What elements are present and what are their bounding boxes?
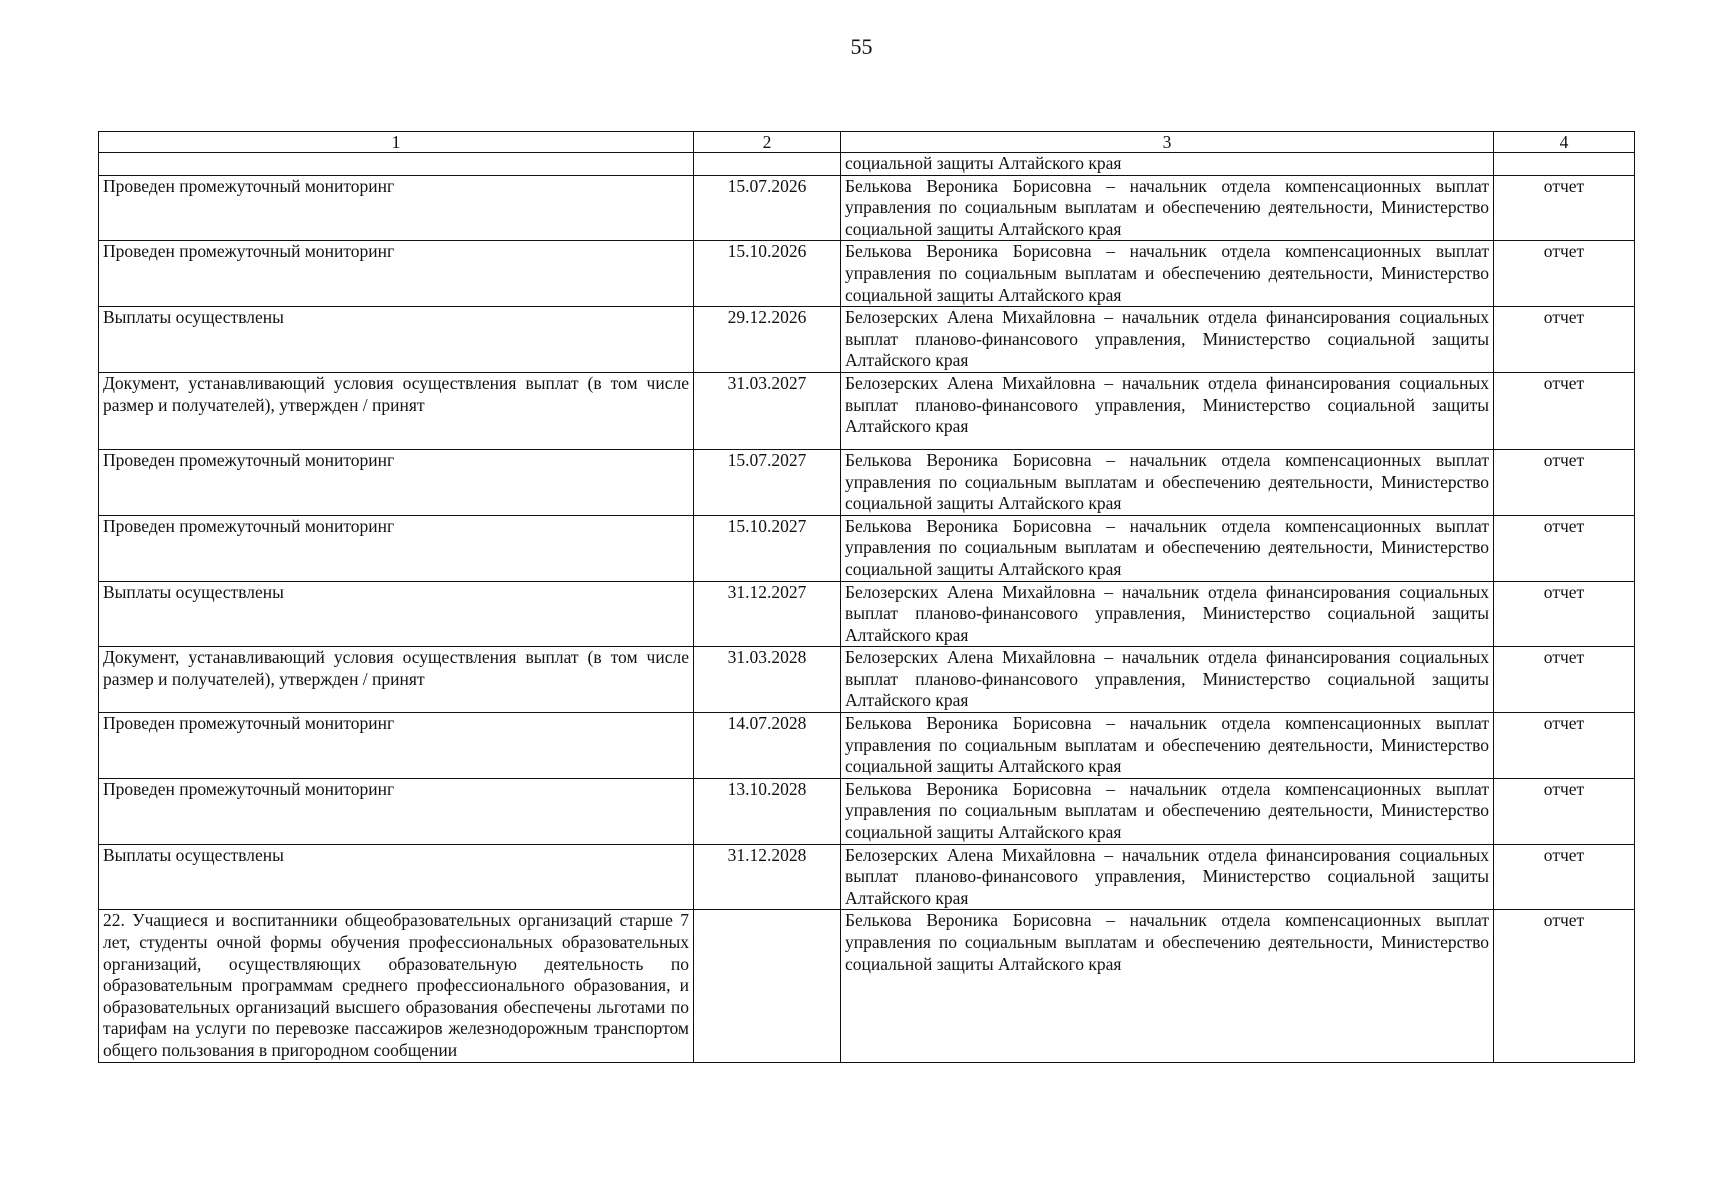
responsible-cell: Белькова Вероника Борисовна – начальник отдела компенсационных выплат управления по социальным выплатам и обеспечению деятельности, Министерство социальной защиты Алтайского края [841,713,1494,779]
table-row [99,515,1635,581]
document-type-cell: отчет [1494,778,1635,844]
document-type-cell: отчет [1494,844,1635,910]
table-row [99,581,1635,647]
result-cell: 22. Учащиеся и воспитанники общеобразовательных организаций старше 7 лет, студенты очной формы обучения профессиональных образовательных организаций, осуществляющих образовательную деятельность по образовательным программам среднего профессионального образования, и образовательных организаций высшего образования обеспечены льготами по тарифам на услуги по перевозке пассажиров железнодорожным транспортом общего пользования в пригородном сообщении [99,910,694,1062]
responsible-cell: Белькова Вероника Борисовна – начальник отдела компенсационных выплат управления по социальным выплатам и обеспечению деятельности, Министерство социальной защиты Алтайского края [841,449,1494,515]
document-type-cell: отчет [1494,175,1635,241]
document-type-cell: отчет [1494,515,1635,581]
date-cell [694,910,841,1062]
table-row [99,844,1635,910]
document-type-cell [1494,153,1635,176]
result-cell: Проведен промежуточный мониторинг [99,175,694,241]
responsible-cell: Белькова Вероника Борисовна – начальник отдела компенсационных выплат управления по социальным выплатам и обеспечению деятельности, Министерство социальной защиты Алтайского края [841,910,1494,1062]
page-number: 55 [850,34,873,59]
date-cell: 15.10.2026 [694,241,841,307]
responsible-cell: Белькова Вероника Борисовна – начальник отдела компенсационных выплат управления по социальным выплатам и обеспечению деятельности, Министерство социальной защиты Алтайского края [841,515,1494,581]
document-type-cell: отчет [1494,647,1635,713]
result-cell: Документ, устанавливающий условия осуществления выплат (в том числе размер и получателей), утвержден / принят [99,647,694,713]
document-type-cell: отчет [1494,372,1635,449]
document-type-cell: отчет [1494,910,1635,1062]
responsible-cell: Белозерских Алена Михайловна – начальник отдела финансирования социальных выплат планово-финансового управления, Министерство социальной защиты Алтайского края [841,844,1494,910]
result-cell: Проведен промежуточный мониторинг [99,241,694,307]
date-cell: 31.03.2028 [694,647,841,713]
table-row [99,372,1635,449]
table-row [99,910,1635,1062]
date-cell: 29.12.2026 [694,307,841,373]
column-header: 4 [1494,132,1635,153]
table-row [99,713,1635,779]
date-cell: 15.07.2027 [694,449,841,515]
responsible-cell: Белозерских Алена Михайловна – начальник отдела финансирования социальных выплат планово-финансового управления, Министерство социальной защиты Алтайского края [841,581,1494,647]
responsible-cell: социальной защиты Алтайского края [841,153,1494,176]
date-cell: 15.07.2026 [694,175,841,241]
date-cell: 15.10.2027 [694,515,841,581]
table-row [99,175,1635,241]
responsible-cell: Белозерских Алена Михайловна – начальник отдела финансирования социальных выплат планово-финансового управления, Министерство социальной защиты Алтайского края [841,307,1494,373]
result-cell: Выплаты осуществлены [99,844,694,910]
document-type-cell: отчет [1494,581,1635,647]
document-table [98,131,1635,1063]
document-type-cell: отчет [1494,241,1635,307]
document-type-cell: отчет [1494,307,1635,373]
result-cell: Документ, устанавливающий условия осуществления выплат (в том числе размер и получателей), утвержден / принят [99,372,694,449]
column-header: 1 [99,132,694,153]
table-header-row [99,132,1635,153]
responsible-cell: Белькова Вероника Борисовна – начальник отдела компенсационных выплат управления по социальным выплатам и обеспечению деятельности, Министерство социальной защиты Алтайского края [841,241,1494,307]
result-cell: Выплаты осуществлены [99,581,694,647]
date-cell [694,153,841,176]
table-row [99,307,1635,373]
result-cell: Проведен промежуточный мониторинг [99,449,694,515]
table-row [99,778,1635,844]
responsible-cell: Белькова Вероника Борисовна – начальник отдела компенсационных выплат управления по социальным выплатам и обеспечению деятельности, Министерство социальной защиты Алтайского края [841,175,1494,241]
date-cell: 31.03.2027 [694,372,841,449]
result-cell [99,153,694,176]
responsible-cell: Белькова Вероника Борисовна – начальник отдела компенсационных выплат управления по социальным выплатам и обеспечению деятельности, Министерство социальной защиты Алтайского края [841,778,1494,844]
column-header: 2 [694,132,841,153]
date-cell: 31.12.2028 [694,844,841,910]
date-cell: 13.10.2028 [694,778,841,844]
document-type-cell: отчет [1494,713,1635,779]
result-cell: Проведен промежуточный мониторинг [99,515,694,581]
result-cell: Выплаты осуществлены [99,307,694,373]
table-row [99,241,1635,307]
responsible-cell: Белозерских Алена Михайловна – начальник отдела финансирования социальных выплат планово-финансового управления, Министерство социальной защиты Алтайского края [841,372,1494,449]
result-cell: Проведен промежуточный мониторинг [99,778,694,844]
date-cell: 31.12.2027 [694,581,841,647]
table-row [99,647,1635,713]
table-row [99,153,1635,176]
document-type-cell: отчет [1494,449,1635,515]
responsible-cell: Белозерских Алена Михайловна – начальник отдела финансирования социальных выплат планово-финансового управления, Министерство социальной защиты Алтайского края [841,647,1494,713]
table-row [99,449,1635,515]
column-header: 3 [841,132,1494,153]
date-cell: 14.07.2028 [694,713,841,779]
result-cell: Проведен промежуточный мониторинг [99,713,694,779]
